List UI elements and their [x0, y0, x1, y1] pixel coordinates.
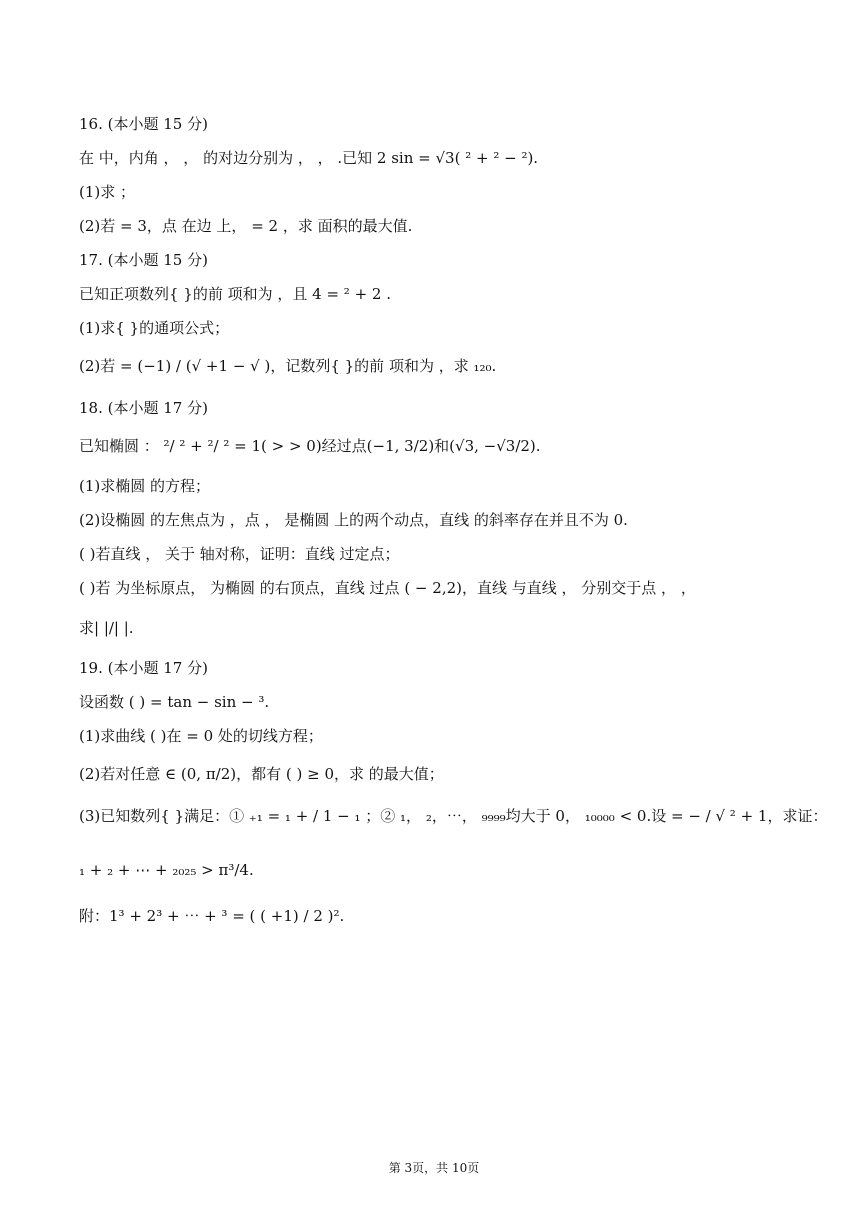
- problem-19-part-3-inequality: ₁ + ₂ + ⋯ + ₂₀₂₅ > π³/4.: [79, 861, 254, 879]
- problem-19-statement: 设函数 ( ) = tan − sin − ³.: [79, 693, 270, 711]
- problem-17-part-2: (2)若 = (−1) / (√ +1 − √ )，记数列{ }的前 项和为 ，求 ₁₂₀.: [79, 357, 497, 375]
- problem-17-part-1: (1)求{ }的通项公式；: [79, 319, 230, 337]
- problem-19-header: 19. (本小题 17 分): [79, 659, 208, 677]
- problem-18-statement: 已知椭圆 ： ²/ ² + ²/ ² = 1( > > 0)经过点(−1, 3/2)和(√3, −√3/2).: [79, 437, 541, 455]
- problem-16-header: 16. (本小题 15 分): [79, 115, 208, 133]
- problem-18-part-2-ii: ( )若 为坐标原点， 为椭圆 的右顶点，直线 过点 ( − 2,2)，直线 与直线 ， 分别交于点 ， ，: [79, 579, 696, 597]
- problem-18-part-2: (2)设椭圆 的左焦点为 ，点 ， 是椭圆 上的两个动点，直线 的斜率存在并且不为 0.: [79, 511, 628, 529]
- problem-16-part-2: (2)若 = 3，点 在边 上， = 2 ，求 面积的最大值.: [79, 217, 413, 235]
- problem-18-part-2-ii-ask: 求| |/| |.: [79, 619, 134, 637]
- problem-19-part-1: (1)求曲线 ( )在 = 0 处的切线方程；: [79, 727, 323, 745]
- problem-19-part-2: (2)若对任意 ∈ (0, π/2)，都有 ( ) ≥ 0，求 的最大值；: [79, 765, 444, 783]
- problem-19-part-3: (3)已知数列{ }满足：① ₊₁ = ₁ + / 1 − ₁ ；② ₁， ₂，⋯， ₉₉₉₉均大于 0， ₁₀₀₀₀ < 0.设 = − / √ ² + 1，求证：: [79, 807, 828, 825]
- problem-17-header: 17. (本小题 15 分): [79, 251, 208, 269]
- problem-18-part-2-i: ( )若直线 ， 关于 轴对称，证明：直线 过定点；: [79, 545, 400, 563]
- problem-18-header: 18. (本小题 17 分): [79, 399, 208, 417]
- problem-16-statement: 在 中，内角 ， ， 的对边分别为 ， ， .已知 2 sin = √3( ² + ² − ²).: [79, 149, 539, 167]
- page-footer: 第 3页，共 10页: [388, 1161, 480, 1175]
- problem-18-part-1: (1)求椭圆 的方程；: [79, 477, 211, 495]
- problem-17-statement: 已知正项数列{ }的前 项和为 ，且 4 = ² + 2 .: [79, 285, 392, 303]
- problem-16-part-1: (1)求 ；: [79, 183, 136, 201]
- problem-19-appendix: 附：1³ + 2³ + ⋯ + ³ = ( ( +1) / 2 )².: [79, 907, 345, 925]
